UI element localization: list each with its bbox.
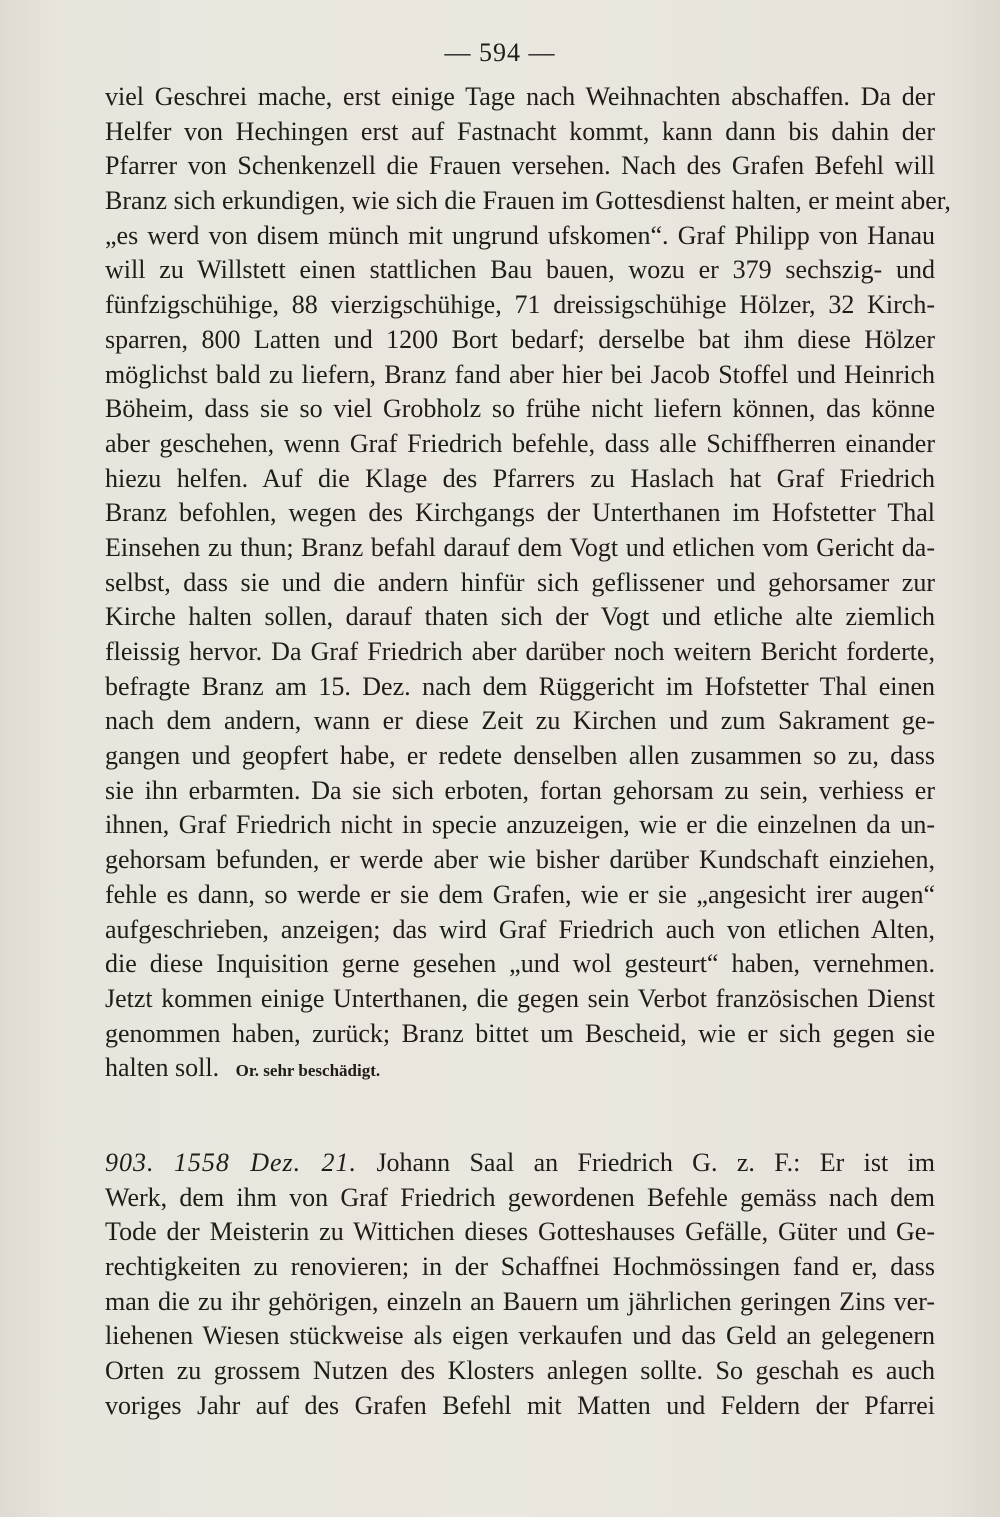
text-line: voriges Jahr auf des Grafen Befehl mit Matten und Feldern der Pfarrei	[105, 1390, 935, 1420]
text-line: sie ihn erbarmten. Da sie sich erboten, fortan gehorsam zu sein, verhiess er	[105, 775, 935, 805]
text-line: Tode der Meisterin zu Wittichen dieses Gotteshauses Gefälle, Güter und Ge-	[105, 1217, 935, 1247]
text-line: liehenen Wiesen stückweise als eigen verkaufen und das Geld an gelegenern	[105, 1321, 935, 1351]
text-line: fünfzigschühige, 88 vierzigschühige, 71 dreissigschühige Hölzer, 32 Kirch-	[105, 290, 935, 320]
text-line: Böheim, dass sie so viel Grobholz so frühe nicht liefern können, das könne	[105, 394, 935, 424]
text-line: fleissig hervor. Da Graf Friedrich aber darüber noch weitern Bericht forderte,	[105, 637, 935, 666]
text-line: aber geschehen, wenn Graf Friedrich befehle, dass alle Schiffherren einander	[105, 428, 935, 458]
text-line: aufgeschrieben, anzeigen; das wird Graf Friedrich auch von etlichen Alten,	[105, 914, 935, 944]
text-line: die diese Inquisition gerne gesehen „und wol gesteurt“ haben, vernehmen.	[105, 949, 935, 979]
text-line: nach dem andern, wann er diese Zeit zu Kirchen und zum Sakrament ge-	[105, 706, 935, 736]
text-line: Pfarrer von Schenkenzell die Frauen versehen. Nach des Grafen Befehl will	[105, 151, 935, 181]
text-line: sparren, 800 Latten und 1200 Bort bedarf; derselbe bat ihm diese Hölzer	[105, 324, 935, 354]
entry-903	[105, 1146, 935, 1424]
text-line: hiezu helfen. Auf die Klage des Pfarrers zu Haslach hat Graf Friedrich	[105, 463, 935, 493]
text-line: gehorsam befunden, er werde aber wie bisher darüber Kundschaft einziehen,	[105, 845, 935, 875]
text-line-end: halten soll.	[105, 1053, 220, 1083]
text-line: fehle es dann, so werde er sie dem Grafen, wie er sie „angesicht irer augen“	[105, 879, 935, 909]
text-line: Orten zu grossem Nutzen des Klosters anlegen sollte. So geschah es auch	[105, 1356, 935, 1386]
text-line: Werk, dem ihm von Graf Friedrich gewordenen Befehle gemäss nach dem	[105, 1182, 935, 1212]
entry-heading-line	[105, 1146, 935, 1181]
source-note: Or. sehr beschädigt.	[235, 1061, 381, 1081]
text-line: „es werd von disem münch mit ungrund ufskomen“. Graf Philipp von Hanau	[105, 220, 935, 250]
text-line-last	[105, 1051, 935, 1086]
text-line: ihnen, Graf Friedrich nicht in specie anzuzeigen, wie er die einzelnen da un-	[105, 810, 935, 840]
text-line: Branz sich erkundigen, wie sich die Frauen im Gottesdienst halten, er meint aber,	[105, 186, 951, 216]
text-line: gangen und geopfert habe, er redete denselben allen zusammen so zu, dass	[105, 741, 935, 771]
text-line: Branz befohlen, wegen des Kirchgangs der Unterthanen im Hofstetter Thal	[105, 498, 935, 528]
main-paragraph	[105, 80, 951, 1086]
text-line: möglichst bald zu liefern, Branz fand aber hier bei Jacob Stoffel und Heinrich	[105, 359, 935, 389]
entry-date: 1558 Dez. 21.	[173, 1148, 358, 1177]
text-line: befragte Branz am 15. Dez. nach dem Rüggericht im Hofstetter Thal einen	[105, 671, 935, 701]
text-line: rechtigkeiten zu renovieren; in der Schaffnei Hochmössingen fand er, dass	[105, 1252, 935, 1282]
text-line: man die zu ihr gehörigen, einzeln an Bauern um jährlichen geringen Zins ver-	[105, 1286, 935, 1316]
entry-summary-start: Johann Saal an Friedrich G. z. F.: Er ist im	[376, 1148, 936, 1177]
text-line: genommen haben, zurück; Branz bittet um Bescheid, wie er sich gegen sie	[105, 1018, 935, 1048]
entry-number: 903.	[105, 1148, 155, 1177]
text-line: will zu Willstett einen stattlichen Bau bauen, wozu er 379 sechszig- und	[105, 255, 935, 285]
text-line: Helfer von Hechingen erst auf Fastnacht kommt, kann dann bis dahin der	[105, 116, 935, 146]
text-line: Kirche halten sollen, darauf thaten sich der Vogt und etliche alte ziemlich	[105, 602, 935, 632]
text-line: Jetzt kommen einige Unterthanen, die gegen sein Verbot französischen Dienst	[105, 983, 935, 1013]
text-line: selbst, dass sie und die andern hinfür sich geflissener und gehorsamer zur	[105, 567, 935, 597]
text-line: viel Geschrei mache, erst einige Tage nach Weihnachten abschaffen. Da der	[105, 82, 935, 111]
page-number: — 594 —	[444, 38, 556, 67]
text-line: Einsehen zu thun; Branz befahl darauf dem Vogt und etlichen vom Gericht da-	[105, 532, 935, 562]
